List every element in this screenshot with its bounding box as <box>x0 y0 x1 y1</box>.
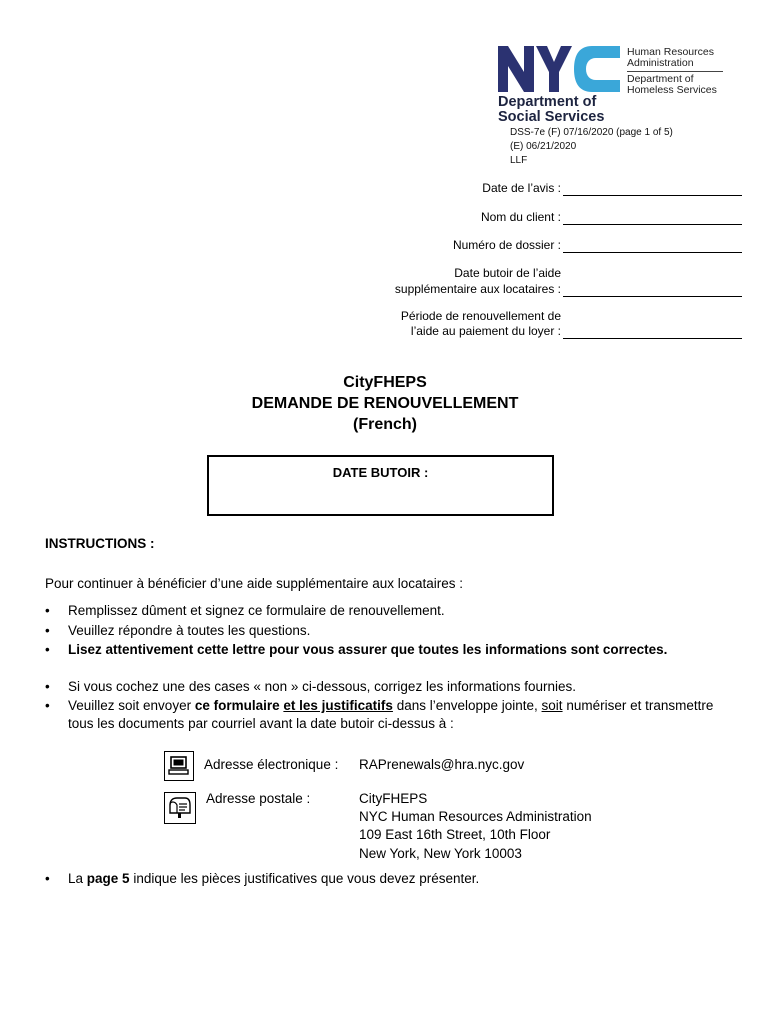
list-item-text: Remplissez dûment et signez ce formulaire de renouvellement. <box>68 603 445 618</box>
department-line2: Social Services <box>498 109 605 125</box>
bullet-icon: • <box>45 679 50 694</box>
bullet-icon: • <box>45 623 50 638</box>
department-line1: Department of <box>498 94 597 110</box>
instructions-intro: Pour continuer à bénéficier d’une aide supplémentaire aux locataires : <box>45 576 464 591</box>
deadline-label: DATE BUTOIR : <box>332 465 429 480</box>
agency-hra-line2: Administration <box>627 57 694 69</box>
computer-icon <box>164 751 194 781</box>
instructions-heading: INSTRUCTIONS : <box>45 536 155 551</box>
agency-divider <box>627 71 723 72</box>
email-address[interactable]: RAPrenewals@hra.nyc.gov <box>359 757 525 772</box>
field-label-deadline-aid-2: supplémentaire aux locataires : <box>394 282 561 296</box>
bullet-icon: • <box>45 603 50 618</box>
send-instruction-docs: et les justificatifs <box>283 698 393 713</box>
title-program: CityFHEPS <box>343 374 427 391</box>
mailbox-icon <box>164 792 196 824</box>
bullet-icon: • <box>45 698 50 713</box>
field-line-client-name[interactable] <box>563 224 742 225</box>
field-line-deadline-aid[interactable] <box>563 296 742 297</box>
field-line-renewal-period[interactable] <box>563 338 742 339</box>
mailbox-icon-glyph <box>165 793 194 822</box>
list-item-text: Veuillez répondre à toutes les questions. <box>68 623 311 638</box>
email-label: Adresse électronique : <box>204 757 339 772</box>
list-item <box>45 870 735 888</box>
bullet-icon: • <box>45 871 50 886</box>
send-instruction-either: soit <box>541 698 563 713</box>
field-line-case-number[interactable] <box>563 252 742 253</box>
postal-line-street: 109 East 16th Street, 10th Floor <box>359 827 551 842</box>
field-label-case-number: Numéro de dossier : <box>452 238 561 252</box>
postal-line-program: CityFHEPS <box>359 791 428 806</box>
page-reference: page 5 <box>86 871 130 886</box>
postal-line-city: New York, New York 10003 <box>359 846 522 861</box>
form-code-line2: (E) 06/21/2020 <box>510 141 577 152</box>
list-item <box>45 678 735 696</box>
list-item <box>45 697 735 733</box>
page-reference-post: indique les pièces justificatives que vous devez présenter. <box>129 871 480 886</box>
department-title <box>498 95 604 125</box>
postal-line-agency: NYC Human Resources Administration <box>359 809 592 824</box>
send-instruction-form: ce formulaire <box>194 698 280 713</box>
field-label-renewal-period-2: l’aide au paiement du loyer : <box>410 324 561 338</box>
list-item-text <box>68 697 718 733</box>
title-form-name: DEMANDE DE RENOUVELLEMENT <box>251 395 519 412</box>
form-code-line1: DSS-7e (F) 07/16/2020 (page 1 of 5) <box>510 127 673 138</box>
agency-dhs-line2: Homeless Services <box>627 84 717 96</box>
nyc-logo <box>498 46 620 92</box>
bullet-icon: • <box>45 642 50 657</box>
field-label-renewal-period-1: Période de renouvellement de <box>400 309 561 323</box>
field-label-notice-date: Date de l’avis : <box>482 181 561 195</box>
postal-label: Adresse postale : <box>206 791 311 806</box>
send-instruction-mid: dans l’enveloppe jointe, <box>392 698 542 713</box>
send-instruction-post: numériser et transmettre tous les documents par courriel avant la date butoir ci-dessus à : <box>68 698 714 731</box>
list-item-text <box>68 870 728 888</box>
list-item-text: Si vous cochez une des cases « non » ci-dessous, corrigez les informations fournies. <box>68 679 577 694</box>
send-instruction-pre: Veuillez soit envoyer <box>68 698 195 713</box>
field-line-notice-date[interactable] <box>563 195 742 196</box>
deadline-box[interactable] <box>207 455 554 516</box>
title-language: (French) <box>353 416 417 433</box>
field-label-deadline-aid-1: Date butoir de l’aide <box>454 266 561 280</box>
computer-icon-glyph <box>165 752 192 779</box>
form-code-line3: LLF <box>510 155 528 166</box>
agency-hra-line1: Human Resources <box>627 46 714 58</box>
page-reference-pre: La <box>68 871 87 886</box>
agency-dhs-line1: Department of <box>627 73 694 85</box>
list-item-text-bold: Lisez attentivement cette lettre pour vous assurer que toutes les informations sont correctes. <box>68 642 668 657</box>
list-item <box>45 602 735 620</box>
list-item <box>45 641 735 677</box>
field-label-client-name: Nom du client : <box>480 210 561 224</box>
list-item <box>45 622 735 640</box>
